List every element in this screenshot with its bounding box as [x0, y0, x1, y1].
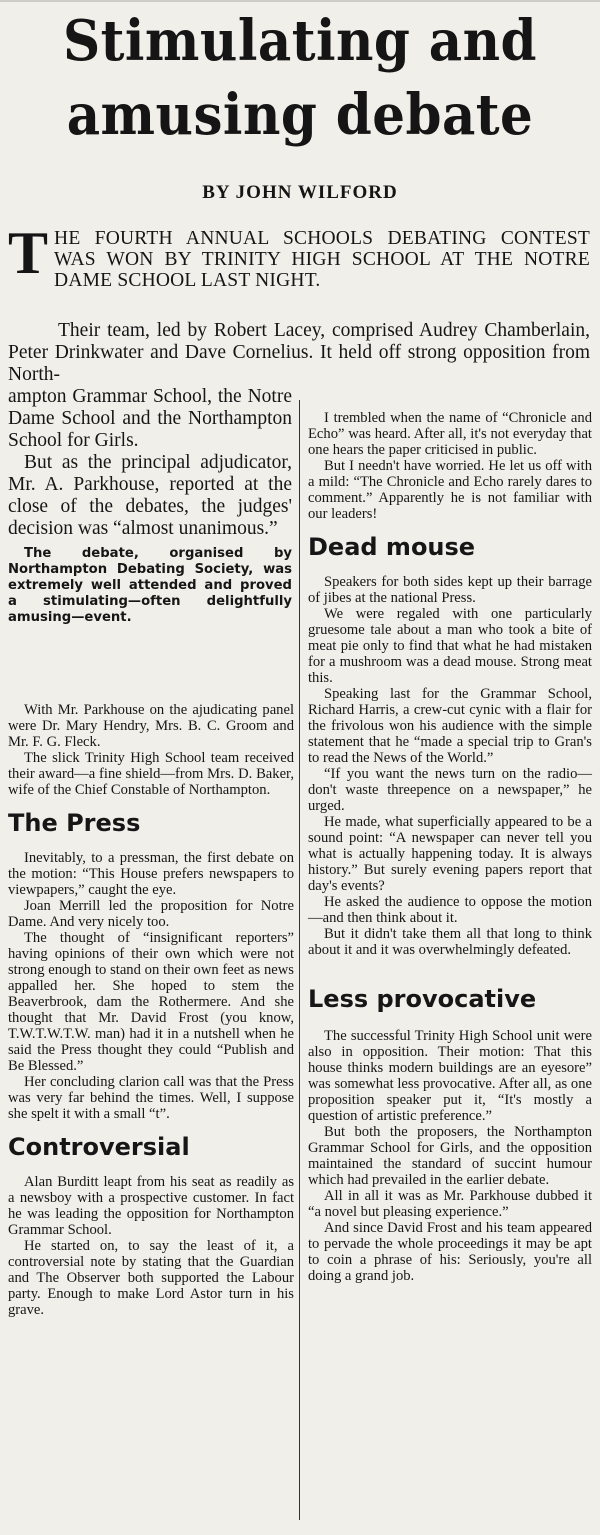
paragraph: The slick Trinity High School team received their award—a fine shield—from Mrs. D. Baker, wife of the Chief Constable of Northampton. — [8, 750, 294, 798]
paragraph: And since David Frost and his team appeared to pervade the whole proceedings it may be apt to coin a phrase of his: Seriously, you're all doing a grand job. — [308, 1220, 592, 1284]
paragraph: He started on, to say the least of it, a controversial note by stating that the Guardian and The Observer both supported the Labour party. Enough to make Lord Astor turn in his grave. — [8, 1238, 294, 1318]
byline: BY JOHN WILFORD — [202, 182, 398, 203]
drop-cap: T — [8, 220, 49, 286]
paragraph: With Mr. Parkhouse on the ajudicating panel were Dr. Mary Hendry, Mrs. B. C. Groom and Mr. F. G. Fleck. — [8, 702, 294, 750]
subheading-dead-mouse: Dead mouse — [308, 533, 476, 561]
paragraph: He asked the audience to oppose the motion—and then think about it. — [308, 894, 592, 926]
headline-line-2: amusing debate — [66, 82, 534, 148]
paragraph: All in all it was as Mr. Parkhouse dubbed it “a novel but pleasing experience.” — [308, 1188, 592, 1220]
paragraph: Speaking last for the Grammar School, Richard Harris, a crew-cut cynic with a flair for the frivolous won his audience with the simple statement that he “made a special trip to Gran's to read the News of the World.” — [308, 686, 592, 766]
paragraph: Inevitably, to a pressman, the first debate on the motion: “This House prefers newspapers to viewpapers,” caught the eye. — [8, 850, 294, 898]
paragraph: We were regaled with one particularly gruesome tale about a man who took a bite of meat pie only to find that what he had mistaken for a mushroom was a dead mouse. Strong meat this. — [308, 606, 592, 686]
paragraph: He made, what superficially appeared to be a sound point: “A newspaper can never tell you what is actually happening today. It is always history.” But surely evening papers report that day's events? — [308, 814, 592, 894]
headline — [24, 4, 576, 152]
top-edge — [0, 0, 600, 2]
paragraph: Alan Burditt leapt from his seat as readily as a newsboy with a prospective customer. In fact he was leading the opposition for Northampton Grammar School. — [8, 1174, 294, 1238]
bold-paragraph: The debate, organised by Northampton Debating Society, was extremely well attended and proved a stimulating—often delightfully amusing—event. — [8, 546, 292, 625]
intro — [8, 220, 590, 291]
column-divider — [299, 400, 300, 1520]
subheading-controversial: Controversial — [8, 1133, 190, 1161]
left-column-large-text — [8, 386, 292, 626]
headline-line-1: Stimulating and — [62, 8, 538, 74]
right-column — [308, 410, 592, 1284]
paragraph: But as the principal adjudicator, Mr. A. Parkhouse, reported at the close of the debates, the judges' decision was “almost unanimous.” — [8, 452, 292, 539]
paragraph: Her concluding clarion call was that the Press was very far behind the times. Well, I suppose she spelt it with a small “t”. — [8, 1074, 294, 1122]
lead-paragraph: Their team, led by Robert Lacey, comprised Audrey Chamberlain, Peter Drinkwater and Dave Cornelius. It held off strong opposition from North- — [8, 320, 590, 385]
paragraph: Speakers for both sides kept up their barrage of jibes at the national Press. — [308, 574, 592, 606]
paragraph: “If you want the news turn on the radio—don't waste threepence on a newspaper,” he urged. — [308, 766, 592, 814]
paragraph: But both the proposers, the Northampton Grammar School for Girls, and the opposition maintained the standard of succint humour which had prevailed in the earlier debate. — [308, 1124, 592, 1188]
paragraph: But I needn't have worried. He let us off with a mild: “The Chronicle and Echo rarely dares to comment.” Apparently he is not familiar with our leaders! — [308, 458, 592, 522]
subheading-the-press: The Press — [8, 809, 141, 837]
paragraph: Joan Merrill led the proposition for Notre Dame. And very nicely too. — [8, 898, 294, 930]
subheading-less-provocative: Less provocative — [308, 985, 537, 1013]
intro-text: HE FOURTH ANNUAL SCHOOLS DEBATING CONTEST WAS WON BY TRINITY HIGH SCHOOL AT THE NOTRE DAME SCHOOL LAST NIGHT. — [54, 228, 590, 291]
paragraph: But it didn't take them all that long to think about it and it was overwhelmingly defeated. — [308, 926, 592, 958]
left-column — [8, 702, 294, 1318]
paragraph: I trembled when the name of “Chronicle and Echo” was heard. After all, it's not everyday that one hears the paper criticised in public. — [308, 410, 592, 458]
paragraph: The thought of “insignificant reporters” having opinions of their own which were not strong enough to stand on their own feet as news appalled her. She hoped to stem the Beaverbrook, dam the Rothermere. And she thought that Mr. David Frost (you know, T.W.T.W.T.W. man) had it in a nutshell when he said the Press thought they could “Publish and Be Blessed.” — [8, 930, 294, 1074]
paragraph: The successful Trinity High School unit were also in opposition. Their motion: That this house thinks modern buildings are an eyesore” was somewhat less provocative. After all, as one proposition speaker put it, “It's mostly a question of artistic preference.” — [308, 1028, 592, 1124]
paragraph: ampton Grammar School, the Notre Dame School and the Northampton School for Girls. — [8, 386, 292, 451]
bold-blurb — [8, 546, 292, 626]
